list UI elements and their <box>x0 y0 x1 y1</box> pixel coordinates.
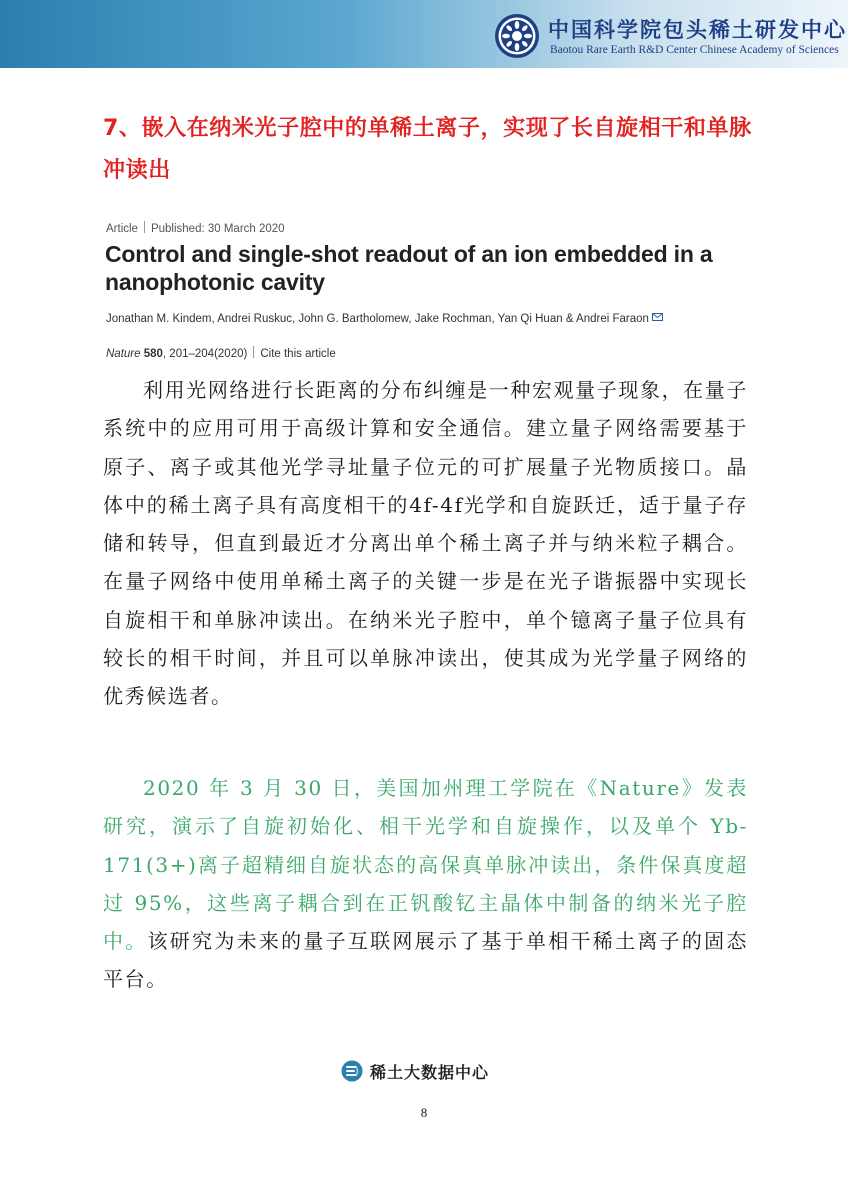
paper-type: Article <box>106 223 138 235</box>
org-name-en: Baotou Rare Earth R&D Center Chinese Academy of Sciences <box>550 44 839 56</box>
paper-author-list[interactable]: Jonathan M. Kindem, Andrei Ruskuc, John G. Bartholomew, Jake Rochman, Yan Qi Huan & Andrei Faraon <box>106 313 649 325</box>
body-paragraph-1: 利用光网络进行长距离的分布纠缠是一种宏观量子现象，在量子系统中的应用可用于高级计算和安全通信。建立量子网络需要基于原子、离子或其他光学寻址量子位元的可扩展量子光物质接口。晶体中的稀土离子具有高度相干的4f-4f光学和自旋跃迁，适于量子存储和转导，但直到最近才分离出单个稀土离子并与纳米粒子耦合。在量子网络中使用单稀土离子的关键一步是在光子谐振器中实现长自旋相干和单脉冲读出。在纳米光子腔中，单个镱离子量子位具有较长的相干时间，并且可以单脉冲读出，使其成为光学量子网络的优秀候选者。 <box>103 378 748 709</box>
paper-authors <box>106 313 746 325</box>
envelope-icon[interactable] <box>652 313 663 321</box>
cite-link[interactable]: Cite this article <box>260 348 336 360</box>
cas-emblem-icon <box>494 13 540 59</box>
meta-divider <box>144 221 145 233</box>
citation-divider <box>253 346 254 358</box>
journal-volume: 580 <box>143 348 163 360</box>
paragraph-conclusion: 该研究为未来的量子互联网展示了基于单相干稀土离子的固态平台。 <box>103 929 748 992</box>
paper-published-date: Published: 30 March 2020 <box>150 223 285 235</box>
org-name-cn: 中国科学院包头稀土研发中心 <box>548 18 847 42</box>
section-headline: 7、嵌入在纳米光子腔中的单稀土离子，实现了长自旋相干和单脉冲读出 <box>103 116 752 183</box>
journal-name: Nature <box>106 348 141 360</box>
data-center-logo-icon <box>341 1060 363 1082</box>
page-number: 8 <box>420 1105 428 1120</box>
body-paragraph-2 <box>103 769 748 999</box>
paper-meta <box>106 221 285 235</box>
highlighted-news-text: 2020 年 3 月 30 日，美国加州理工学院在《Nature》发表研究，演示了自旋初始化、相干光学和自旋操作，以及单个 Yb-171(3+)离子超精细自旋状态的高保真单脉冲读出，条件保真度超过 95%，这些离子耦合到在正钒酸钇主晶体中制备的纳米光子腔中。 <box>103 776 748 954</box>
footer-brand: 稀土大数据中心 <box>370 1063 490 1082</box>
journal-pages-year: , 201–204(2020) <box>162 348 248 360</box>
paper-title[interactable]: Control and single-shot readout of an ion embedded in a nanophotonic cavity <box>105 241 713 295</box>
paper-citation <box>106 346 336 360</box>
